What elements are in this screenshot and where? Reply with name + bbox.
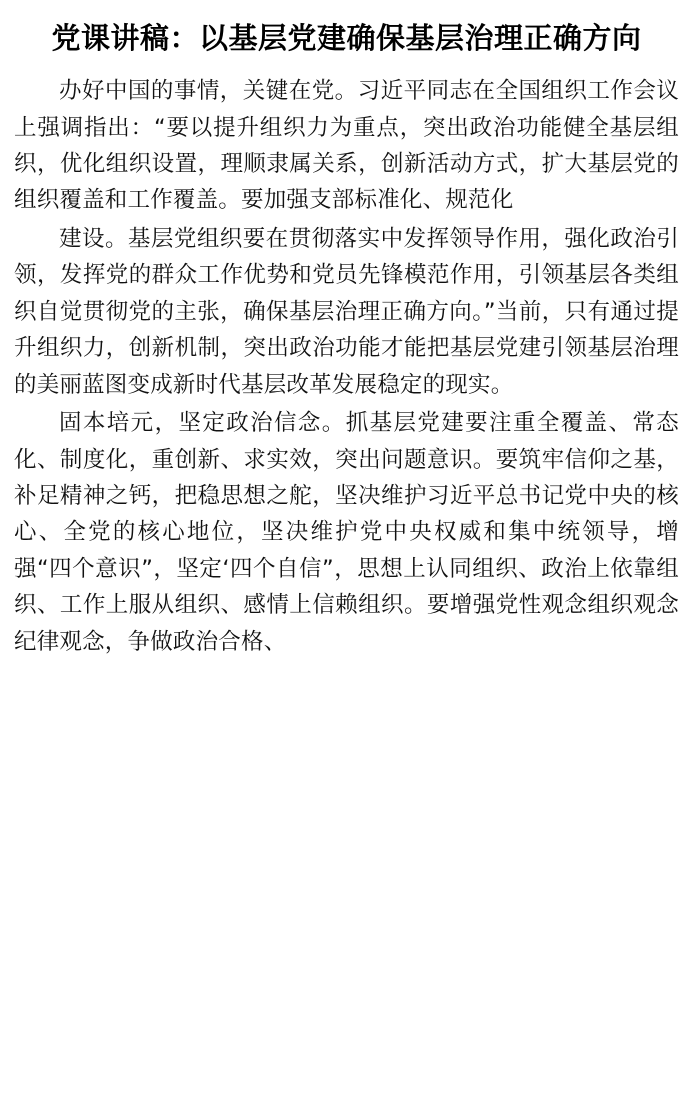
page-title: 党课讲稿：以基层党建确保基层治理正确方向: [51, 21, 642, 55]
paragraph: 办好中国的事情，关键在党。习近平同志在全国组织工作会议上强调指出：“要以提升组织力为重点，突出政治功能健全基层组织，优化组织设置，理顺隶属关系，创新活动方式，扩大基层党的组织覆盖和工作覆盖。要加强支部标准化、规范化: [14, 78, 679, 214]
paragraph: 固本培元，坚定政治信念。抓基层党建要注重全覆盖、常态化、制度化，重创新、求实效，突出问题意识。要筑牢信仰之基，补足精神之钙，把稳思想之舵，坚决维护习近平总书记党中央的核心、全党的核心地位，坚决维护党中央权威和集中统领导，增强“四个意识”，坚定‘四个自信”，思想上认同组织、政治上依靠组织、工作上服从组织、感情上信赖组织。要增强党性观念组织观念纪律观念，争做政治合格、: [14, 410, 679, 655]
paragraph: 建设。基层党组织要在贯彻落实中发挥领导作用，强化政治引领，发挥党的群众工作优势和党员先锋模范作用，引领基层各类组织自觉贯彻党的主张，确保基层治理正确方向。”当前，只有通过提升组织力，创新机制，突出政治功能才能把基层党建引领基层治理的美丽蓝图变成新时代基层改革发展稳定的现实。: [14, 225, 679, 398]
document-body: [14, 73, 679, 660]
